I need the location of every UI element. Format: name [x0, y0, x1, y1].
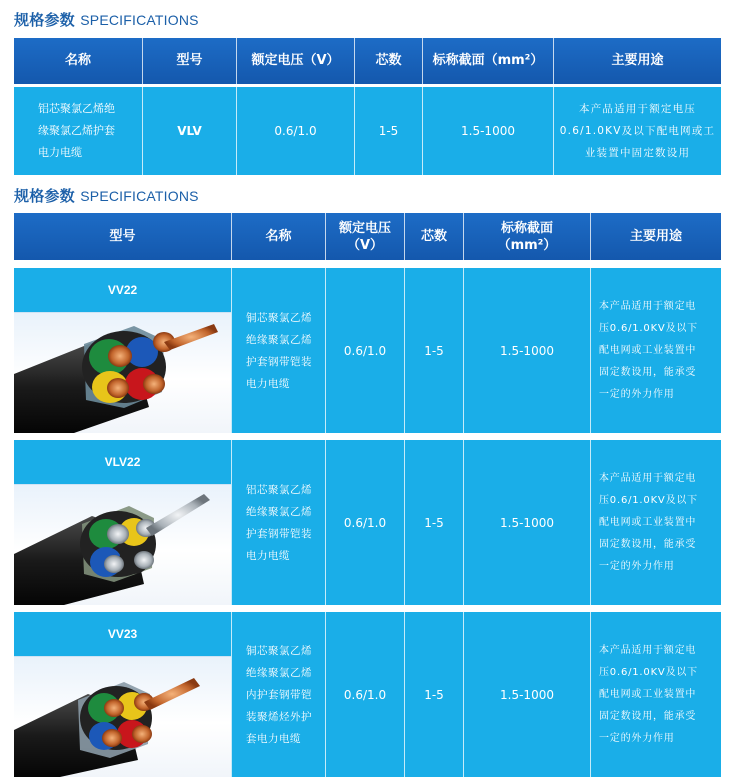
name-line: 铜芯聚氯乙烯 [246, 644, 312, 657]
product-section: 1.5-1000 [464, 612, 591, 777]
usage-line: 配电网或工业装置中 [599, 344, 697, 356]
product-model: VV22 [107, 283, 138, 297]
product-usage [591, 440, 721, 605]
cable-illustration-icon [14, 312, 232, 433]
product-voltage: 0.6/1.0 [326, 268, 405, 433]
usage-line: 本产品适用于额定电 [599, 300, 697, 312]
header-usage: 主要用途 [611, 53, 664, 68]
vlv-usage [554, 87, 721, 175]
table1-row-vlv [14, 87, 721, 175]
header-model: 型号 [143, 38, 237, 84]
usage-line: 一定的外力作用 [599, 732, 675, 744]
spec-table-1 [14, 38, 721, 175]
vlv-section: 1.5-1000 [423, 87, 554, 175]
header-voltage-line: 额定电压 [338, 220, 391, 236]
usage-line: 配电网或工业装置中 [599, 688, 697, 700]
product-cores: 1-5 [405, 440, 464, 605]
product-image-cell [14, 268, 232, 433]
header-name: 名称 [14, 38, 143, 84]
product-name [232, 612, 326, 777]
product-cores: 1-5 [405, 612, 464, 777]
header-usage: 主要用途 [629, 228, 682, 244]
product-model: VV23 [107, 627, 138, 641]
section2-title [14, 185, 199, 206]
product-section: 1.5-1000 [464, 268, 591, 433]
product-usage [591, 268, 721, 433]
header-model: 型号 [14, 213, 232, 260]
usage-line: 固定数设用，能承受 [599, 538, 697, 550]
usage-line: 一定的外力作用 [599, 560, 675, 572]
vlv-model: VLV [143, 87, 237, 175]
header-voltage: 额定电压（V） [237, 38, 355, 84]
vlv-voltage: 0.6/1.0 [237, 87, 355, 175]
product-row-vlv22 [14, 440, 721, 605]
name-line: 绝缘聚氯乙烯 [246, 666, 312, 679]
section1-title-cn: 规格参数 [14, 11, 75, 29]
vlv-name-line: 电力电缆 [38, 146, 82, 159]
header-cores: 芯数 [355, 38, 423, 84]
product-model: VLV22 [104, 455, 141, 469]
product-name [232, 268, 326, 433]
name-line: 套电力电缆 [246, 732, 301, 745]
product-usage [591, 612, 721, 777]
spec-table-2 [14, 213, 721, 777]
section1-title-en: SPECIFICATIONS [80, 12, 199, 28]
header-cores: 芯数 [405, 213, 464, 260]
usage-line: 配电网或工业装置中 [599, 516, 697, 528]
header-section: 标称截面（mm²） [423, 38, 554, 84]
product-section: 1.5-1000 [464, 440, 591, 605]
product-name [232, 440, 326, 605]
vlv-name-line: 铝芯聚氯乙烯绝 [38, 102, 115, 115]
section1-title [14, 9, 199, 30]
header-name: 名称 [232, 213, 326, 260]
product-image-cell [14, 440, 232, 605]
vlv-name [14, 87, 143, 175]
vlv-usage-line: 0.6/1.0KV及以下配电网或工 [559, 125, 716, 137]
header-section-line: 标称截面 [500, 220, 553, 236]
name-line: 装聚烯烃外护 [246, 710, 312, 723]
product-voltage: 0.6/1.0 [326, 612, 405, 777]
usage-line: 一定的外力作用 [599, 388, 675, 400]
header-voltage-unit: （V） [346, 237, 384, 253]
name-line: 铜芯聚氯乙烯 [246, 311, 312, 324]
name-line: 绝缘聚氯乙烯 [246, 333, 312, 346]
usage-line: 本产品适用于额定电 [599, 472, 697, 484]
usage-line: 固定数设用，能承受 [599, 366, 697, 378]
name-line: 绝缘聚氯乙烯 [246, 505, 312, 518]
header-section-unit: （mm²） [497, 237, 557, 253]
name-line: 铝芯聚氯乙烯 [246, 483, 312, 496]
product-row-vv23 [14, 612, 721, 777]
table1-header-row [14, 38, 721, 84]
usage-line: 压0.6/1.0KV及以下 [599, 322, 698, 334]
vlv-usage-line: 本产品适用于额定电压 [579, 103, 696, 115]
cable-illustration-icon [14, 656, 232, 777]
usage-line: 压0.6/1.0KV及以下 [599, 494, 698, 506]
usage-line: 压0.6/1.0KV及以下 [599, 666, 698, 678]
usage-line: 固定数设用，能承受 [599, 710, 697, 722]
usage-line: 本产品适用于额定电 [599, 644, 697, 656]
name-line: 电力电缆 [246, 549, 290, 562]
product-voltage: 0.6/1.0 [326, 440, 405, 605]
vlv-usage-line: 业装置中固定数设用 [584, 147, 691, 159]
cable-illustration-icon [14, 484, 232, 605]
section2-title-en: SPECIFICATIONS [80, 188, 199, 204]
product-row-vv22 [14, 268, 721, 433]
name-line: 内护套钢带铠 [246, 688, 312, 701]
name-line: 电力电缆 [246, 377, 290, 390]
table2-header-row [14, 213, 721, 260]
name-line: 护套钢带铠装 [246, 527, 312, 540]
header-section [464, 213, 591, 260]
name-line: 护套钢带铠装 [246, 355, 312, 368]
product-cores: 1-5 [405, 268, 464, 433]
product-image-cell [14, 612, 232, 777]
header-voltage [326, 213, 405, 260]
vlv-name-line: 缘聚氯乙烯护套 [38, 124, 115, 137]
vlv-cores: 1-5 [355, 87, 423, 175]
section2-title-cn: 规格参数 [14, 187, 75, 205]
